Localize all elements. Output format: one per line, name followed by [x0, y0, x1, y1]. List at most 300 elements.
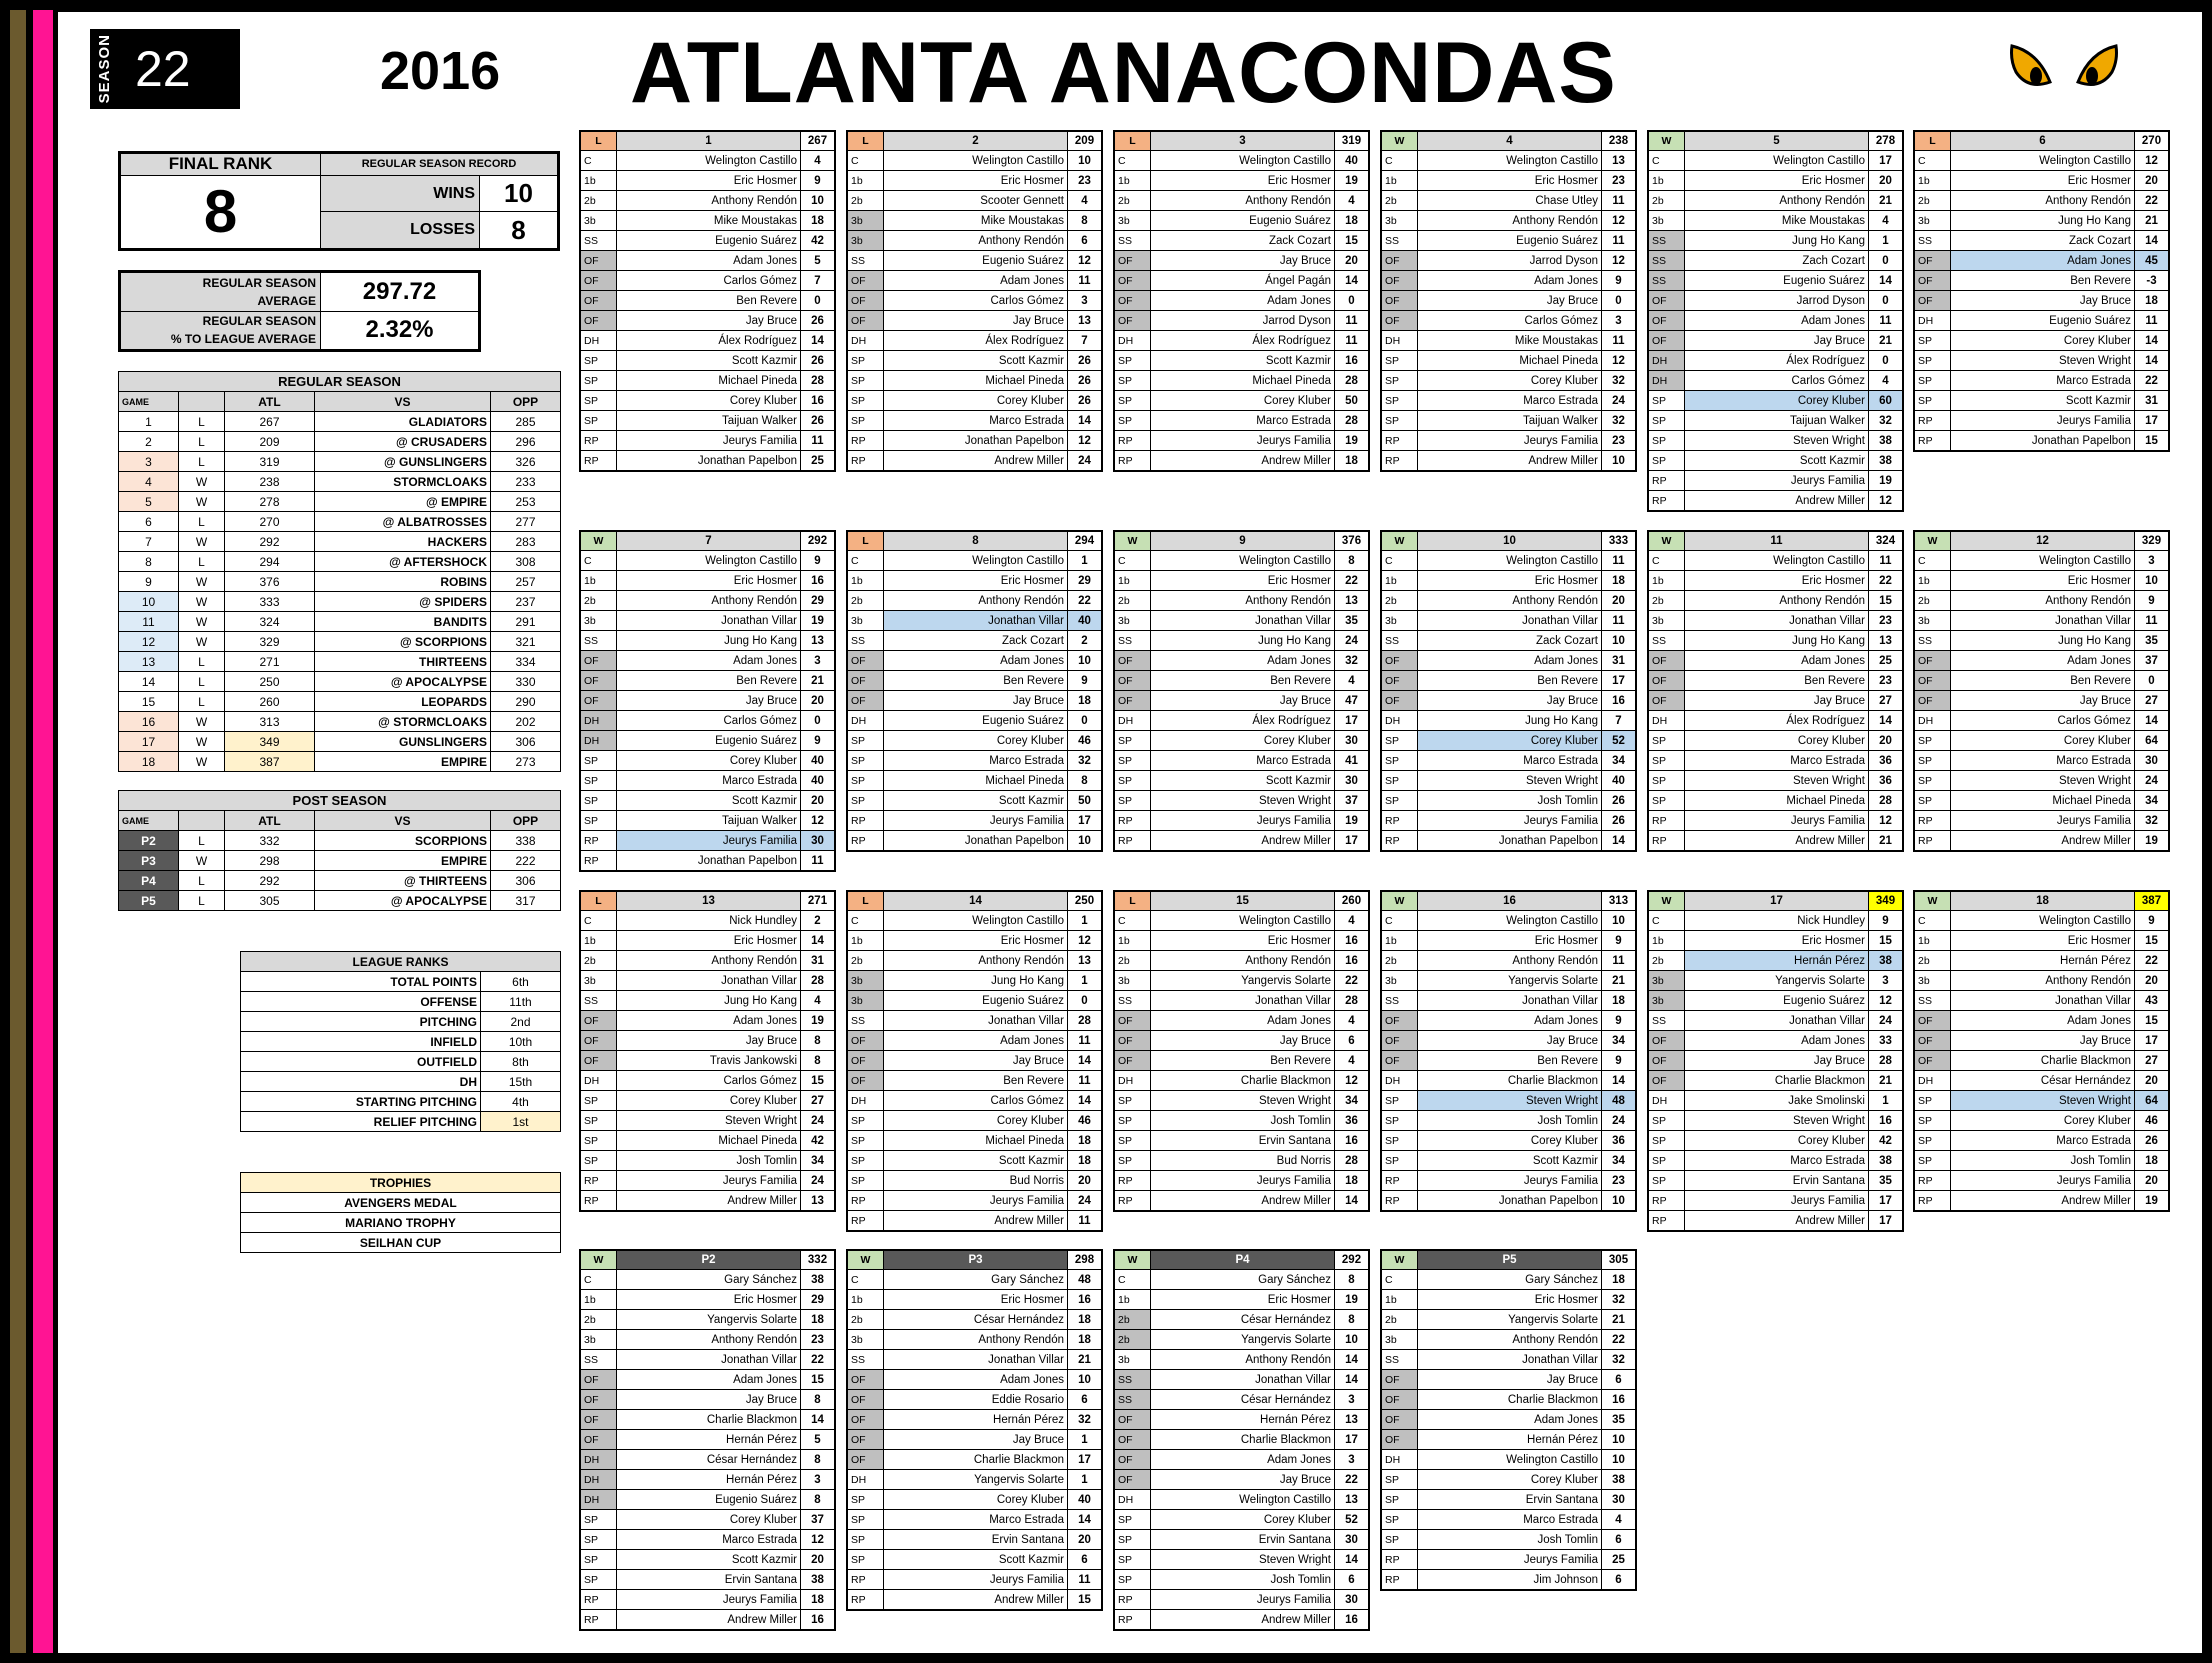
game-card [1113, 890, 1370, 1212]
lineup-position: RP [581, 1590, 617, 1610]
player-name: Jonathan Papelbon [884, 431, 1068, 451]
player-points: 10 [1335, 1330, 1369, 1350]
lineup-position: C [1382, 151, 1418, 171]
game-card [1647, 130, 1904, 512]
wins-label: WINS [321, 175, 480, 212]
lineup-position: OF [1115, 1031, 1151, 1051]
lineup-row [848, 391, 1102, 411]
player-name: Anthony Rendón [1151, 591, 1335, 611]
player-name: Welington Castillo [1151, 151, 1335, 171]
lineup-position: OF [848, 1071, 884, 1091]
player-name: Eugenio Suárez [1151, 211, 1335, 231]
lineup-row [581, 1470, 835, 1490]
player-name: Yangervis Solarte [1151, 1330, 1335, 1350]
lineup-row [1382, 251, 1636, 271]
player-points: 24 [1068, 451, 1102, 471]
opp-score: 253 [491, 492, 561, 512]
atl-score: 329 [225, 632, 315, 652]
lineup-row [581, 971, 835, 991]
lineup-row [581, 1370, 835, 1390]
lineup-position: C [581, 151, 617, 171]
player-name: Steven Wright [1151, 1550, 1335, 1570]
lineup-position: DH [1649, 711, 1685, 731]
column-header: GAME [119, 811, 179, 831]
player-name: Scott Kazmir [884, 791, 1068, 811]
lineup-row [1649, 291, 1903, 311]
lineup-position: DH [1115, 1490, 1151, 1510]
player-points: 26 [801, 411, 835, 431]
column-header: ATL [225, 392, 315, 412]
player-name: Corey Kluber [884, 391, 1068, 411]
lineup-row [848, 991, 1102, 1011]
player-name: Jay Bruce [1151, 251, 1335, 271]
lineup-position: 2b [1115, 1310, 1151, 1330]
player-points: 8 [1068, 211, 1102, 231]
lineup-position: 2b [1115, 1330, 1151, 1350]
table-row [119, 652, 561, 672]
table-row [241, 992, 561, 1012]
player-name: Corey Kluber [1685, 391, 1869, 411]
player-points: 14 [1068, 1510, 1102, 1530]
lineup-position: SP [1649, 411, 1685, 431]
player-name: Anthony Rendón [1685, 191, 1869, 211]
lineup-position: DH [848, 331, 884, 351]
lineup-position: OF [1382, 1410, 1418, 1430]
player-points: 20 [1869, 171, 1903, 191]
game-number: 17 [119, 732, 179, 752]
lineup-position: SS [1649, 231, 1685, 251]
player-points: 11 [1602, 611, 1636, 631]
player-name: Jay Bruce [1418, 1370, 1602, 1390]
player-name: Adam Jones [1951, 651, 2135, 671]
game-card [1647, 530, 1904, 852]
lineup-row [581, 411, 835, 431]
player-points: 20 [801, 791, 835, 811]
player-name: Andrew Miller [1685, 831, 1869, 851]
lineup-position: SP [1649, 771, 1685, 791]
game-number: 13 [119, 652, 179, 672]
player-name: Mike Moustakas [884, 211, 1068, 231]
lineup-row [848, 191, 1102, 211]
player-points: 32 [2135, 811, 2169, 831]
player-name: Corey Kluber [1685, 731, 1869, 751]
lineup-row [1649, 771, 1903, 791]
lineup-position: C [1115, 551, 1151, 571]
lineup-row [1382, 911, 1636, 931]
lineup-position: 3b [581, 1330, 617, 1350]
player-name: Andrew Miller [1951, 1191, 2135, 1211]
lineup-row [1382, 551, 1636, 571]
player-name: Jeurys Familia [617, 831, 801, 851]
lineup-position: C [581, 1270, 617, 1290]
rank-category: TOTAL POINTS [241, 972, 481, 992]
player-name: Jeurys Familia [1151, 1590, 1335, 1610]
player-name: Eric Hosmer [617, 931, 801, 951]
player-name: Jay Bruce [884, 691, 1068, 711]
player-name: Jay Bruce [1151, 1470, 1335, 1490]
player-points: 16 [1869, 1111, 1903, 1131]
lineup-position: OF [1915, 1031, 1951, 1051]
lineup-position: C [1115, 1270, 1151, 1290]
game-card [1913, 130, 2170, 452]
lineup-row [1115, 451, 1369, 471]
player-name: Eugenio Suárez [884, 991, 1068, 1011]
lineup-position: 2b [1649, 191, 1685, 211]
player-name: Jeurys Familia [1418, 1171, 1602, 1191]
game-number: 7 [119, 532, 179, 552]
season-badge [90, 29, 240, 109]
rank-category: PITCHING [241, 1012, 481, 1032]
lineup-row [1382, 271, 1636, 291]
player-name: Scott Kazmir [1151, 351, 1335, 371]
lineup-row [1915, 1131, 2169, 1151]
atl-score: 238 [225, 472, 315, 492]
table-row [119, 851, 561, 871]
player-name: Adam Jones [884, 1370, 1068, 1390]
player-name: Álex Rodríguez [884, 331, 1068, 351]
lineup-row [1649, 991, 1903, 1011]
lineup-row [1382, 211, 1636, 231]
player-points: 18 [1602, 571, 1636, 591]
player-points: 15 [801, 1370, 835, 1390]
player-name: Corey Kluber [617, 751, 801, 771]
player-name: César Hernández [884, 1310, 1068, 1330]
lineup-position: 1b [1382, 931, 1418, 951]
lineup-position: SP [1915, 331, 1951, 351]
lineup-position: RP [1382, 1550, 1418, 1570]
lineup-position: OF [1115, 691, 1151, 711]
player-name: Yangervis Solarte [1151, 971, 1335, 991]
lineup-position: OF [1382, 691, 1418, 711]
player-name: Eric Hosmer [1685, 931, 1869, 951]
lineup-position: 2b [1382, 591, 1418, 611]
player-name: Ben Revere [1151, 1051, 1335, 1071]
player-points: 46 [1068, 731, 1102, 751]
lineup-position: OF [848, 691, 884, 711]
player-points: 30 [801, 831, 835, 851]
lineup-position: SS [1115, 1370, 1151, 1390]
player-points: 15 [1869, 931, 1903, 951]
player-points: 19 [1335, 431, 1369, 451]
player-points: 17 [1068, 811, 1102, 831]
lineup-row [1915, 931, 2169, 951]
player-name: Adam Jones [884, 271, 1068, 291]
lineup-position: RP [848, 431, 884, 451]
lineup-position: DH [1382, 711, 1418, 731]
lineup-position: RP [1649, 831, 1685, 851]
player-points: 3 [801, 651, 835, 671]
player-name: Adam Jones [617, 1011, 801, 1031]
player-name: Adam Jones [884, 651, 1068, 671]
lineup-position: OF [581, 1410, 617, 1430]
player-name: Welington Castillo [884, 551, 1068, 571]
game-result: W [179, 632, 225, 652]
player-points: 32 [1602, 1350, 1636, 1370]
player-points: 16 [1335, 951, 1369, 971]
game-score: 294 [1068, 532, 1102, 551]
game-result: L [179, 871, 225, 891]
lineup-row [848, 231, 1102, 251]
lineup-position: RP [1382, 1570, 1418, 1590]
player-points: 12 [1869, 811, 1903, 831]
lineup-row [1915, 411, 2169, 431]
lineup-position: OF [1915, 1011, 1951, 1031]
lineup-row [581, 711, 835, 731]
player-points: 10 [1602, 451, 1636, 471]
player-points: 23 [1869, 671, 1903, 691]
lineup-position: SS [848, 631, 884, 651]
lineup-row [1649, 1071, 1903, 1091]
lineup-row [1649, 191, 1903, 211]
table-row [119, 552, 561, 572]
player-points: 30 [1602, 1490, 1636, 1510]
lineup-row [1382, 1171, 1636, 1191]
player-name: Jonathan Villar [884, 1350, 1068, 1370]
lineup-row [581, 1051, 835, 1071]
lineup-position: DH [1915, 311, 1951, 331]
lineup-row [1382, 791, 1636, 811]
player-points: 3 [1068, 291, 1102, 311]
game-card [1380, 890, 1637, 1212]
player-name: Jonathan Villar [1151, 991, 1335, 1011]
player-name: Zack Cozart [1418, 631, 1602, 651]
lineup-row [1649, 951, 1903, 971]
lineup-row [848, 1350, 1102, 1370]
lineup-position: SS [848, 251, 884, 271]
lineup-row [581, 551, 835, 571]
lineup-row [848, 1410, 1102, 1430]
player-name: Eric Hosmer [617, 1290, 801, 1310]
player-name: Adam Jones [884, 1031, 1068, 1051]
game-number: 11 [1685, 532, 1869, 551]
player-name: Eric Hosmer [884, 171, 1068, 191]
lineup-position: C [1915, 911, 1951, 931]
player-points: 33 [1869, 1031, 1903, 1051]
lineup-position: SP [1382, 1091, 1418, 1111]
player-points: 4 [1335, 1051, 1369, 1071]
player-points: 12 [1602, 211, 1636, 231]
player-name: Andrew Miller [1685, 1211, 1869, 1231]
game-number: P2 [617, 1251, 801, 1270]
lineup-position: SP [1115, 1570, 1151, 1590]
player-points: 18 [2135, 1151, 2169, 1171]
lineup-row [1115, 831, 1369, 851]
player-points: 3 [1602, 311, 1636, 331]
lineup-row [1649, 1031, 1903, 1051]
lineup-row [1382, 1071, 1636, 1091]
game-number: 12 [1951, 532, 2135, 551]
player-name: Scott Kazmir [617, 1550, 801, 1570]
player-name: Eugenio Suárez [1418, 231, 1602, 251]
player-points: 21 [1602, 1310, 1636, 1330]
player-points: 10 [1068, 1370, 1102, 1390]
player-points: 28 [1335, 411, 1369, 431]
player-points: 0 [1068, 991, 1102, 1011]
lineup-position: 2b [1915, 591, 1951, 611]
player-points: 16 [1068, 1290, 1102, 1310]
lineup-position: SP [1115, 771, 1151, 791]
lineup-position: SP [848, 1510, 884, 1530]
lineup-position: 3b [1115, 211, 1151, 231]
atl-score: 267 [225, 412, 315, 432]
lineup-position: SP [1115, 1151, 1151, 1171]
player-points: -3 [2135, 271, 2169, 291]
game-card [846, 1249, 1103, 1611]
game-number: 9 [1151, 532, 1335, 551]
lineup-row [1649, 351, 1903, 371]
lineup-row [581, 351, 835, 371]
lineup-position: SP [1382, 351, 1418, 371]
game-result: W [179, 572, 225, 592]
lineup-row [1115, 1151, 1369, 1171]
lineup-row [848, 711, 1102, 731]
lineup-row [1382, 1550, 1636, 1570]
opponent: @ APOCALYPSE [315, 672, 491, 692]
wins: 10 [480, 175, 558, 212]
player-name: Jarrod Dyson [1418, 251, 1602, 271]
player-points: 16 [1602, 1390, 1636, 1410]
opponent: SCORPIONS [315, 831, 491, 851]
player-name: Jung Ho Kang [1151, 631, 1335, 651]
trophy-name: SEILHAN CUP [241, 1233, 561, 1253]
lineup-row [1649, 931, 1903, 951]
player-name: Jake Smolinski [1685, 1091, 1869, 1111]
lineup-row [1382, 231, 1636, 251]
player-name: Álex Rodríguez [1151, 331, 1335, 351]
player-points: 23 [1602, 171, 1636, 191]
lineup-position: SS [1649, 251, 1685, 271]
lineup-row [1382, 1510, 1636, 1530]
atl-score: 271 [225, 652, 315, 672]
lineup-position: 3b [581, 211, 617, 231]
player-name: Anthony Rendón [1951, 191, 2135, 211]
lineup-position: SS [1382, 631, 1418, 651]
player-name: Andrew Miller [1151, 451, 1335, 471]
lineup-row [1649, 1011, 1903, 1031]
player-name: Andrew Miller [617, 1191, 801, 1211]
player-points: 32 [1068, 751, 1102, 771]
lineup-row [1115, 1450, 1369, 1470]
lineup-row [1115, 751, 1369, 771]
lineup-position: C [1115, 151, 1151, 171]
player-name: Eric Hosmer [1685, 171, 1869, 191]
player-points: 16 [801, 391, 835, 411]
game-number: 10 [119, 592, 179, 612]
player-name: Jonathan Papelbon [1418, 1191, 1602, 1211]
opponent: @ APOCALYPSE [315, 891, 491, 911]
player-name: Zack Cozart [1951, 231, 2135, 251]
lineup-position: DH [1115, 711, 1151, 731]
player-points: 1 [1068, 1430, 1102, 1450]
player-points: 11 [1602, 331, 1636, 351]
player-name: Jay Bruce [617, 311, 801, 331]
player-points: 23 [1602, 431, 1636, 451]
game-number: 18 [1951, 892, 2135, 911]
lineup-row [848, 271, 1102, 291]
lineup-row [1382, 651, 1636, 671]
game-score: 333 [1602, 532, 1636, 551]
lineup-row [581, 931, 835, 951]
lineup-row [581, 1071, 835, 1091]
player-points: 13 [1335, 1410, 1369, 1430]
player-name: Carlos Gómez [1951, 711, 2135, 731]
player-points: 32 [1602, 371, 1636, 391]
sheet [58, 12, 2202, 1653]
lineup-position: SS [1649, 271, 1685, 291]
player-points: 38 [801, 1270, 835, 1290]
player-points: 36 [1869, 771, 1903, 791]
opponent: @ CRUSADERS [315, 432, 491, 452]
player-points: 42 [1869, 1131, 1903, 1151]
player-name: Michael Pineda [1151, 371, 1335, 391]
player-points: 19 [2135, 831, 2169, 851]
lineup-row [848, 331, 1102, 351]
player-name: Corey Kluber [1418, 1470, 1602, 1490]
lineup-row [1115, 1550, 1369, 1570]
player-points: 15 [1869, 591, 1903, 611]
lineup-row [1115, 1270, 1369, 1290]
player-points: 20 [1068, 1530, 1102, 1550]
lineup-position: SP [848, 1171, 884, 1191]
lineup-position: OF [1382, 1430, 1418, 1450]
player-points: 27 [2135, 1051, 2169, 1071]
rank-value: 4th [481, 1092, 561, 1112]
player-points: 16 [801, 571, 835, 591]
rank-category: DH [241, 1072, 481, 1092]
game-result: W [1649, 532, 1685, 551]
lineup-position: OF [1382, 671, 1418, 691]
player-points: 26 [1068, 391, 1102, 411]
player-points: 21 [1602, 971, 1636, 991]
game-result: L [179, 512, 225, 532]
player-points: 37 [801, 1510, 835, 1530]
lineup-row [1115, 1011, 1369, 1031]
lineup-position: 2b [581, 1310, 617, 1330]
player-name: Marco Estrada [1951, 751, 2135, 771]
player-points: 11 [1068, 271, 1102, 291]
player-name: Yangervis Solarte [1418, 1310, 1602, 1330]
player-points: 17 [1869, 1191, 1903, 1211]
player-points: 28 [1869, 1051, 1903, 1071]
lineup-row [1115, 1610, 1369, 1630]
player-name: Gary Sánchez [617, 1270, 801, 1290]
lineup-row [581, 851, 835, 871]
opponent: @ THIRTEENS [315, 871, 491, 891]
player-points: 37 [1335, 791, 1369, 811]
lineup-row [1382, 1390, 1636, 1410]
player-name: Charlie Blackmon [617, 1410, 801, 1430]
atl-score: 376 [225, 572, 315, 592]
lineup-position: SP [1915, 751, 1951, 771]
player-name: Welington Castillo [1418, 911, 1602, 931]
eye-icon [2074, 42, 2120, 92]
player-points: 27 [801, 1091, 835, 1111]
atl-score: 278 [225, 492, 315, 512]
lineup-position: SP [581, 391, 617, 411]
lineup-row [1382, 1011, 1636, 1031]
player-name: Jung Ho Kang [617, 991, 801, 1011]
player-points: 9 [801, 551, 835, 571]
lineup-row [1115, 631, 1369, 651]
game-score: 209 [1068, 132, 1102, 151]
player-name: Jonathan Villar [1151, 1370, 1335, 1390]
lineup-row [1915, 711, 2169, 731]
lineup-position: 1b [1649, 931, 1685, 951]
player-name: Zack Cozart [884, 631, 1068, 651]
game-result: W [581, 1251, 617, 1270]
lineup-row [1915, 831, 2169, 851]
lineup-position: SP [1915, 771, 1951, 791]
